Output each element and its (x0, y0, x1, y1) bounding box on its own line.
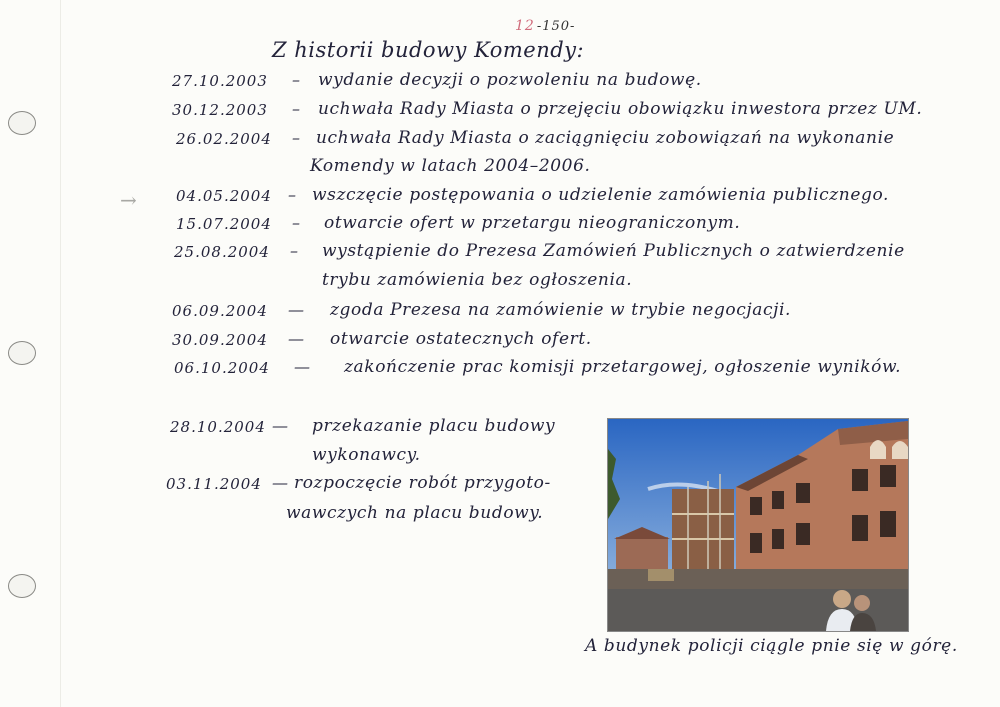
entry-dash: – (292, 99, 300, 118)
entry-text-continued: wykonawcy. (312, 445, 421, 465)
entry-dash: — (288, 300, 304, 319)
entry-date: 06.10.2004 (174, 359, 270, 377)
photo-caption: A budynek policji ciągle pnie się w górę. (585, 636, 958, 656)
entry-date: 27.10.2003 (172, 72, 268, 90)
entry-dash: — (272, 416, 288, 435)
entry-dash: – (292, 70, 300, 89)
binder-hole-icon (8, 341, 36, 365)
entry-text: rozpoczęcie robót przygoto- (294, 473, 551, 493)
entry-text: zakończenie prac komisji przetargowej, ogłoszenie wyników. (344, 357, 902, 377)
entry-date: 30.09.2004 (172, 331, 268, 349)
entry-text-continued: trybu zamówienia bez ogłoszenia. (322, 270, 633, 290)
entry-text: wydanie decyzji o pozwoleniu na budowę. (318, 70, 702, 90)
arrow-right-icon: → (120, 188, 137, 212)
entry-text: otwarcie ostatecznych ofert. (330, 329, 592, 349)
construction-photo (607, 418, 909, 632)
page-number-text: -150- (536, 19, 576, 34)
page-margin-line (60, 0, 61, 707)
entry-date: 26.02.2004 (176, 130, 272, 148)
entry-text: uchwała Rady Miasta o zaciągnięciu zobowiązań na wykonanie (316, 128, 895, 148)
entry-dash: — (288, 329, 304, 348)
entry-text: wystąpienie do Prezesa Zamówień Publicznych o zatwierdzenie (322, 241, 905, 261)
binder-hole-icon (8, 111, 36, 135)
entry-text: otwarcie ofert w przetargu nieograniczonym. (324, 213, 741, 233)
entry-date: 30.12.2003 (172, 101, 268, 119)
building-photo-image (608, 419, 908, 631)
entry-date: 04.05.2004 (176, 187, 272, 205)
page-number (515, 18, 575, 34)
entry-date: 06.09.2004 (172, 302, 268, 320)
entry-dash: – (288, 185, 296, 204)
entry-text: uchwała Rady Miasta o przejęciu obowiązku inwestora przez UM. (318, 99, 923, 119)
entry-date: 25.08.2004 (174, 243, 270, 261)
entry-text: przekazanie placu budowy (312, 416, 556, 436)
entry-text: zgoda Prezesa na zamówienie w trybie negocjacji. (330, 300, 792, 320)
entry-dash: — (272, 473, 288, 492)
entry-text-continued: Komendy w latach 2004–2006. (310, 156, 591, 176)
entry-text-continued: wawczych na placu budowy. (286, 503, 544, 523)
entry-date: 15.07.2004 (176, 215, 272, 233)
page-mark: 12 (515, 18, 535, 34)
entry-date: 03.11.2004 (166, 475, 262, 493)
entry-date: 28.10.2004 (170, 418, 266, 436)
entry-dash: – (292, 213, 300, 232)
binder-hole-icon (8, 574, 36, 598)
entry-dash: – (290, 241, 298, 260)
page-title: Z historii budowy Komendy: (272, 38, 585, 62)
entry-text: wszczęcie postępowania o udzielenie zamówienia publicznego. (312, 185, 890, 205)
entry-dash: — (294, 357, 310, 376)
entry-dash: – (292, 128, 300, 147)
